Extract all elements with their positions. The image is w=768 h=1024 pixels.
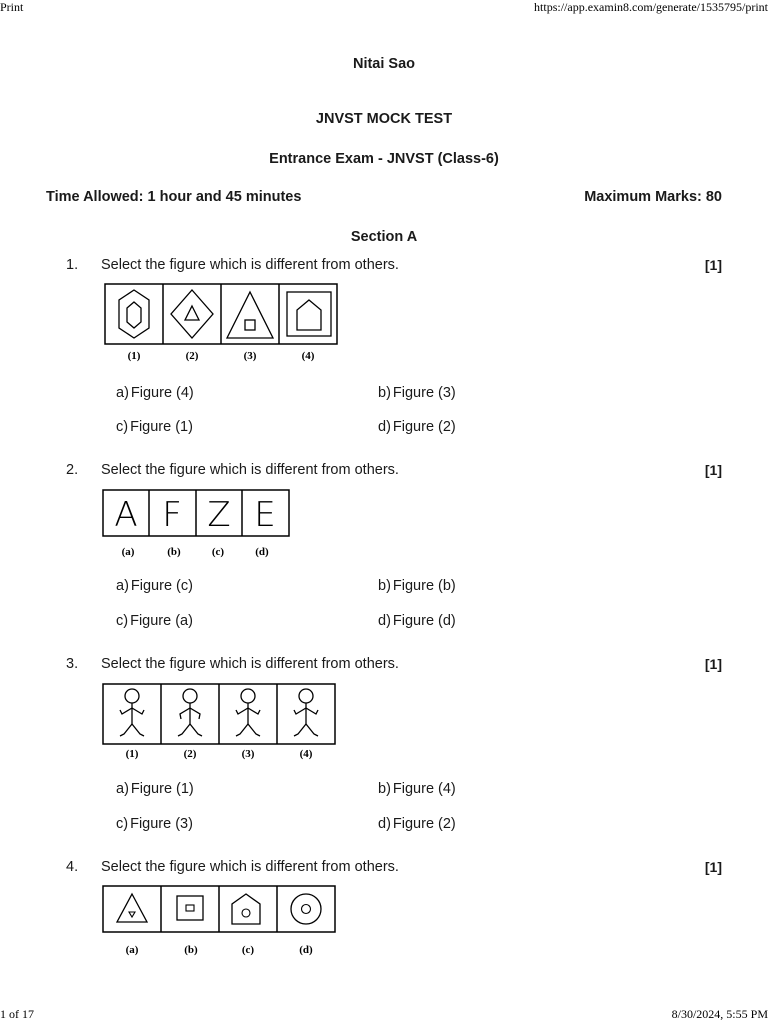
figure-label: (2) [183,748,197,760]
question-marks: [1] [704,462,722,478]
option-label: a) [116,781,129,797]
question-number: 1. [66,257,79,273]
print-footer-page: 1 of 17 [0,1007,34,1021]
question-figure [102,488,292,562]
option-text: Figure (1) [130,419,193,435]
question-marks: [1] [704,859,722,875]
figure-letter: F [162,495,182,535]
figure-label: (c) [211,546,225,558]
option-c[interactable] [116,613,193,629]
figure-label: (4) [299,748,313,760]
figure-label: (1) [125,748,139,760]
exam-name: Entrance Exam - JNVST (Class-6) [269,151,499,167]
question-text: Select the figure which is different from others. [101,462,399,478]
option-text: Figure (c) [130,578,193,594]
option-label: d) [378,419,391,435]
option-text: Figure (4) [392,781,456,797]
figure-letter: E [254,495,276,535]
option-label: a) [116,385,129,401]
figure-label: (b) [184,944,198,956]
question-figure [103,282,339,366]
option-label: b) [378,578,391,594]
option-label: c) [116,419,129,435]
option-a[interactable] [116,781,194,797]
print-header-title: Print [0,0,24,14]
question-figure [102,682,338,762]
option-label: b) [378,385,391,401]
section-title: Section A [350,229,418,245]
question-text: Select the figure which is different from others. [101,859,399,875]
figure-label: (1) [127,350,141,362]
figure-letter: Z [207,495,231,535]
figure-label: (3) [241,748,255,760]
question-figure [102,884,338,960]
option-label: d) [378,613,391,629]
option-text: Figure (3) [130,816,193,832]
figure-letter: A [114,495,138,535]
figure-label: (3) [243,350,257,362]
option-a[interactable] [116,385,194,401]
student-name: Nitai Sao [352,56,416,72]
option-text: Figure (4) [130,385,194,401]
option-text: Figure (1) [130,781,194,797]
figure-label: (b) [167,546,181,558]
option-text: Figure (a) [130,613,193,629]
figure-label: (a) [121,546,135,558]
option-text: Figure (2) [392,816,456,832]
option-label: c) [116,816,129,832]
option-label: a) [116,578,129,594]
figure-label: (d) [255,546,269,558]
option-b[interactable] [378,781,456,797]
figure-label: (c) [241,944,255,956]
option-a[interactable] [116,578,193,594]
option-b[interactable] [378,578,456,594]
option-text: Figure (3) [392,385,456,401]
question-marks: [1] [704,257,722,273]
print-header-url: https://app.examin8.com/generate/1535795/print [534,0,768,14]
test-title: JNVST MOCK TEST [315,111,453,127]
question-number: 2. [66,462,79,478]
question-marks: [1] [704,656,722,672]
question-number: 4. [66,859,79,875]
figure-label: (a) [125,944,139,956]
question-number: 3. [66,656,79,672]
option-label: b) [378,781,391,797]
print-footer-datetime: 8/30/2024, 5:55 PM [671,1007,768,1021]
option-b[interactable] [378,385,456,401]
maximum-marks: Maximum Marks: 80 [584,189,722,205]
figure-label: (d) [299,944,313,956]
option-text: Figure (2) [392,419,456,435]
time-allowed: Time Allowed: 1 hour and 45 minutes [46,189,302,205]
question-text: Select the figure which is different from others. [101,656,399,672]
option-c[interactable] [116,419,193,435]
option-text: Figure (d) [392,613,456,629]
option-c[interactable] [116,816,193,832]
option-d[interactable] [378,816,456,832]
question-text: Select the figure which is different from others. [101,257,399,273]
figure-label: (2) [185,350,199,362]
option-d[interactable] [378,419,456,435]
option-d[interactable] [378,613,456,629]
figure-label: (4) [301,350,315,362]
option-text: Figure (b) [392,578,456,594]
option-label: c) [116,613,129,629]
option-label: d) [378,816,391,832]
